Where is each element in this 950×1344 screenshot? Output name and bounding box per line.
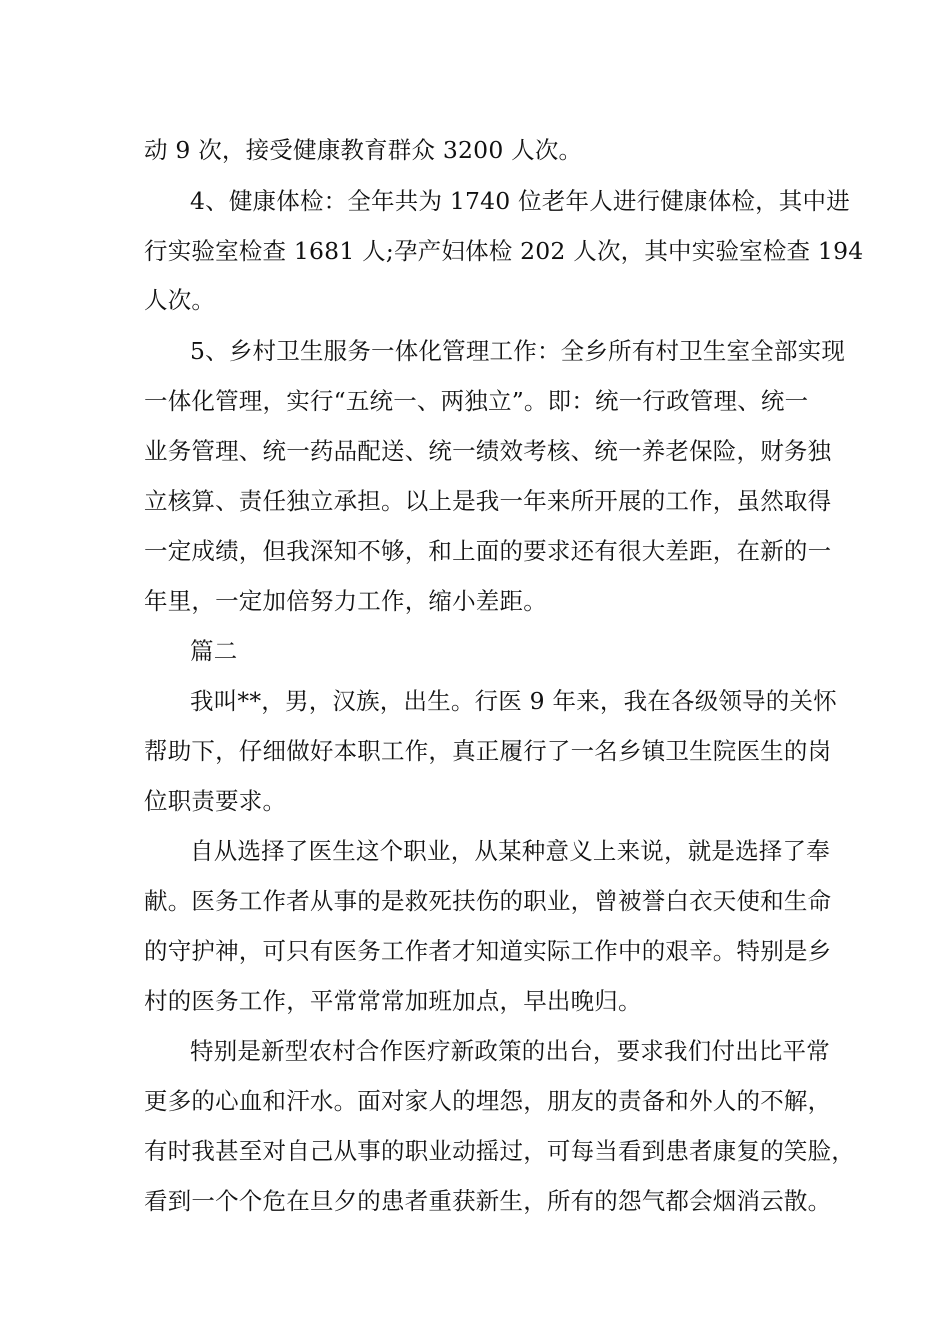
text-line: 看到一个个危在旦夕的患者重获新生，所有的怨气都会烟消云散。 (144, 1187, 832, 1215)
text-line: 献。医务工作者从事的是救死扶伤的职业，曾被誉白衣天使和生命 (144, 887, 832, 915)
text-line: 5、乡村卫生服务一体化管理工作：全乡所有村卫生室全部实现 (190, 337, 846, 365)
text-line: 立核算、责任独立承担。以上是我一年来所开展的工作，虽然取得 (144, 487, 832, 515)
text-line: 位职责要求。 (144, 787, 287, 815)
text-line: 人次。 (144, 286, 216, 314)
text-line: 4、健康体检：全年共为 1740 位老年人进行健康体检，其中进 (190, 187, 850, 215)
text-line: 一定成绩，但我深知不够，和上面的要求还有很大差距，在新的一 (144, 537, 832, 565)
text-line: 行实验室检查 1681 人;孕产妇体检 202 人次，其中实验室检查 194 (144, 237, 864, 265)
text-line: 的守护神，可只有医务工作者才知道实际工作中的艰辛。特别是乡 (144, 937, 832, 965)
text-line: 自从选择了医生这个职业，从某种意义上来说，就是选择了奉 (190, 837, 830, 865)
section-heading: 篇二 (190, 637, 238, 665)
text-line: 村的医务工作，平常常常加班加点，早出晚归。 (144, 987, 642, 1015)
text-line: 年里，一定加倍努力工作，缩小差距。 (144, 587, 547, 615)
text-line: 帮助下，仔细做好本职工作，真正履行了一名乡镇卫生院医生的岗 (144, 737, 832, 765)
text-line: 有时我甚至对自己从事的职业动摇过，可每当看到患者康复的笑脸， (144, 1137, 855, 1165)
text-line: 一体化管理，实行“五统一、两独立”。即：统一行政管理、统一 (144, 387, 809, 415)
text-line: 更多的心血和汗水。面对家人的埋怨，朋友的责备和外人的不解， (144, 1087, 832, 1115)
text-line: 特别是新型农村合作医疗新政策的出台，要求我们付出比平常 (190, 1037, 830, 1065)
text-line: 动 9 次，接受健康教育群众 3200 人次。 (144, 136, 583, 164)
text-line: 业务管理、统一药品配送、统一绩效考核、统一养老保险，财务独 (144, 437, 832, 465)
text-line: 我叫**，男，汉族，出生。行医 9 年来，我在各级领导的关怀 (190, 687, 837, 715)
